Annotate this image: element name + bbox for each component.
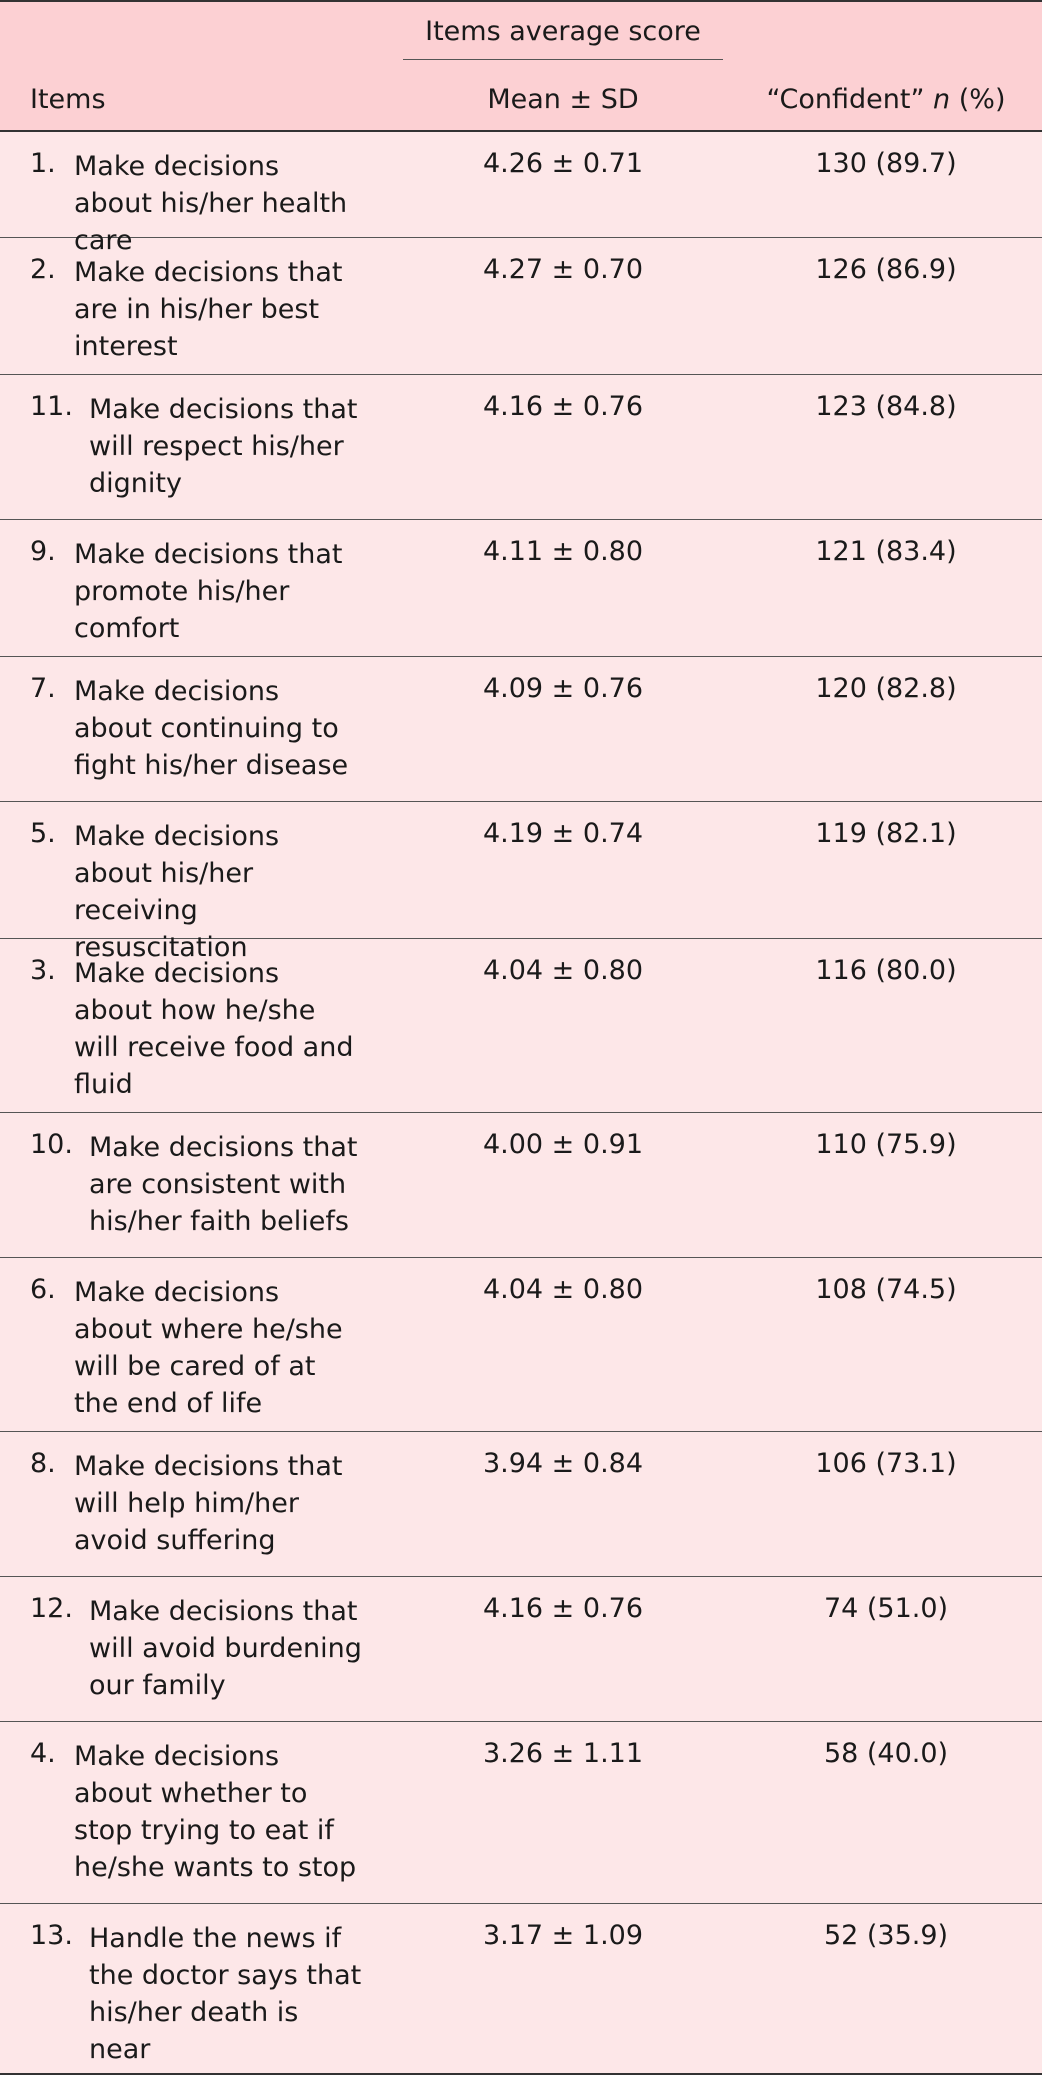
item-confident: 126 (86.9) <box>815 254 957 285</box>
item-mean-sd: 4.27 ± 0.70 <box>482 254 644 285</box>
item-mean-sd: 4.11 ± 0.80 <box>482 536 644 567</box>
table-row <box>0 939 1042 1113</box>
item-mean-sd: 3.94 ± 0.84 <box>482 1448 644 1479</box>
item-mean-sd: 4.16 ± 0.76 <box>482 1593 644 1624</box>
item-confident: 123 (84.8) <box>815 391 957 422</box>
item-text: Make decisions that will help him/her avoid suffering <box>74 1451 343 1556</box>
item-confident: 74 (51.0) <box>823 1593 949 1624</box>
item-text: Make decisions about where he/she will be cared of at the end of life <box>74 1277 343 1419</box>
table-row <box>0 1113 1042 1258</box>
item-mean-sd: 4.19 ± 0.74 <box>482 818 644 849</box>
item-text: Make decisions about continuing to fight his/her disease <box>74 676 349 781</box>
item-confident: 52 (35.9) <box>823 1920 949 1951</box>
item-mean-sd: 4.04 ± 0.80 <box>482 1274 644 1305</box>
item-text: Make decisions about whether to stop trying to eat if he/she wants to stop <box>74 1741 357 1883</box>
item-number: 11. <box>30 391 73 422</box>
table-row <box>0 657 1042 802</box>
table-row <box>0 375 1042 520</box>
item-mean-sd: 4.00 ± 0.91 <box>482 1129 644 1160</box>
item-number: 2. <box>30 254 56 285</box>
item-confident: 110 (75.9) <box>815 1129 957 1160</box>
item-confident: 121 (83.4) <box>815 536 957 567</box>
item-number: 10. <box>30 1129 73 1160</box>
mean-column-header: Mean ± SD <box>487 84 639 115</box>
table-row <box>0 802 1042 963</box>
item-mean-sd: 3.17 ± 1.09 <box>482 1920 644 1951</box>
item-number: 12. <box>30 1593 73 1624</box>
table-row <box>0 1904 1042 2073</box>
group-header: Items average score <box>403 16 723 60</box>
table-row <box>0 1722 1042 1904</box>
item-mean-sd: 3.26 ± 1.11 <box>482 1738 644 1769</box>
item-text: Make decisions that promote his/her comfort <box>74 539 343 644</box>
item-number: 1. <box>30 148 56 179</box>
table-row <box>0 1258 1042 1432</box>
items-column-header: Items <box>30 84 106 115</box>
item-text: Make decisions that will respect his/her dignity <box>89 394 358 499</box>
item-confident: 116 (80.0) <box>815 955 957 986</box>
item-mean-sd: 4.16 ± 0.76 <box>482 391 644 422</box>
item-confident: 58 (40.0) <box>823 1738 949 1769</box>
item-mean-sd: 4.26 ± 0.71 <box>482 148 644 179</box>
table-row <box>0 132 1042 256</box>
item-text: Make decisions about his/her health care <box>74 151 348 256</box>
item-mean-sd: 4.09 ± 0.76 <box>482 673 644 704</box>
table-body <box>0 132 1042 2073</box>
confident-column-header: “Confident” n (%) <box>766 84 1006 115</box>
item-number: 3. <box>30 955 56 986</box>
table-row <box>0 1577 1042 1722</box>
item-mean-sd: 4.04 ± 0.80 <box>482 955 644 986</box>
item-confident: 106 (73.1) <box>815 1448 957 1479</box>
table-header <box>0 2 1042 132</box>
item-number: 5. <box>30 818 56 849</box>
item-number: 13. <box>30 1920 73 1951</box>
item-confident: 120 (82.8) <box>815 673 957 704</box>
table-row <box>0 238 1042 375</box>
item-text: Make decisions that are in his/her best interest <box>74 257 343 362</box>
item-number: 8. <box>30 1448 56 1479</box>
item-text: Make decisions that are consistent with his/her faith beliefs <box>89 1132 358 1237</box>
item-number: 4. <box>30 1738 56 1769</box>
item-text: Make decisions about how he/she will receive food and fluid <box>74 958 354 1100</box>
item-confident: 130 (89.7) <box>815 148 957 179</box>
item-number: 9. <box>30 536 56 567</box>
item-number: 6. <box>30 1274 56 1305</box>
item-confident: 108 (74.5) <box>815 1274 957 1305</box>
item-text: Make decisions about his/her receiving resuscitation <box>74 821 280 963</box>
table-row <box>0 520 1042 657</box>
item-text: Handle the news if the doctor says that his/her death is near <box>89 1923 362 2065</box>
table-row <box>0 1432 1042 1577</box>
item-number: 7. <box>30 673 56 704</box>
item-text: Make decisions that will avoid burdening our family <box>89 1596 362 1701</box>
item-confident: 119 (82.1) <box>815 818 957 849</box>
